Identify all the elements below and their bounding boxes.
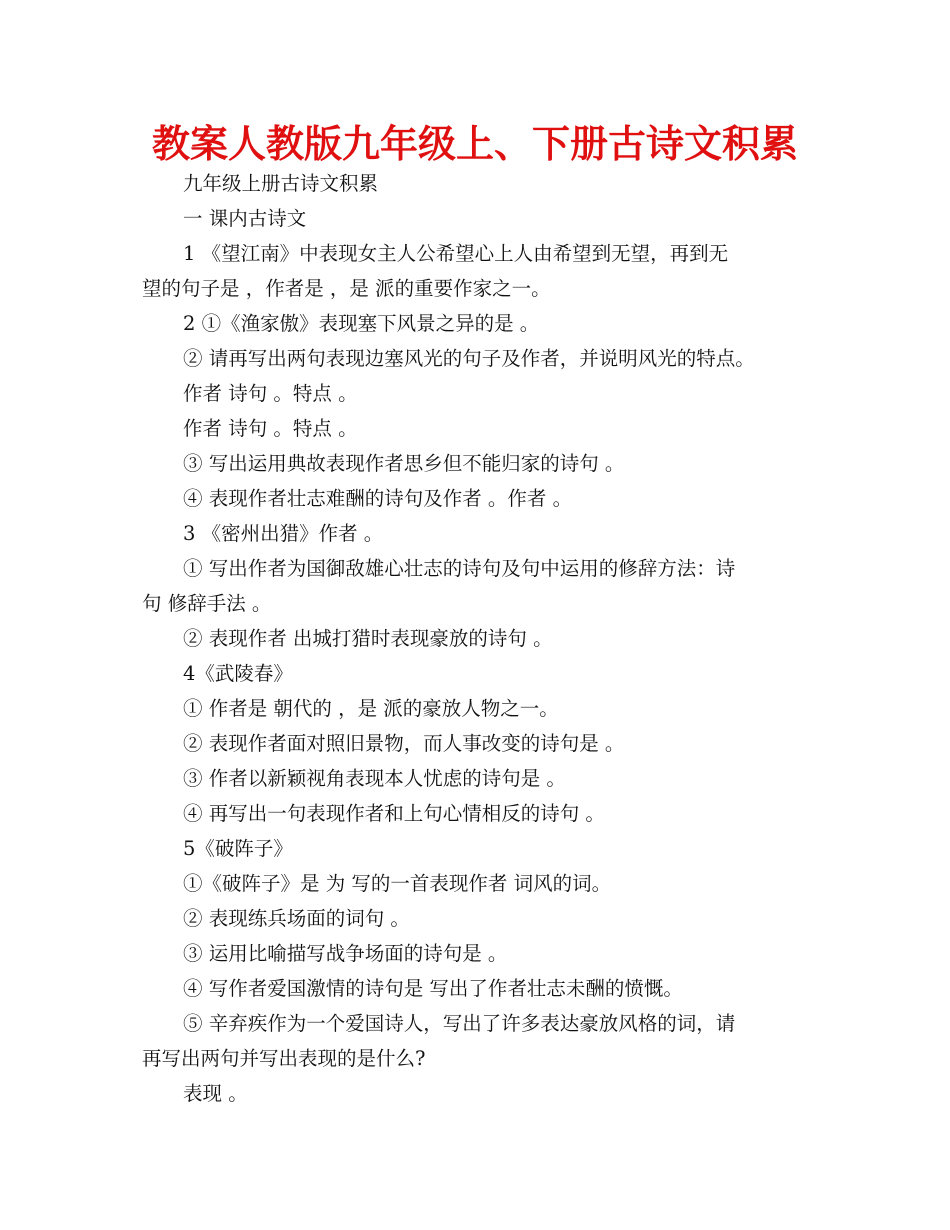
text-line: 表现 。 — [183, 1082, 248, 1105]
text-line: ② 表现作者面对照旧景物，而人事改变的诗句是 。 — [183, 732, 625, 755]
text-line: 5《破阵子》 — [183, 837, 293, 860]
text-line: 作者 诗句 。特点 。 — [183, 417, 358, 440]
text-line: ③ 运用比喻描写战争场面的诗句是 。 — [183, 942, 508, 965]
text-line: ①《破阵子》是 为 写的一首表现作者 词风的词。 — [183, 872, 612, 895]
text-line: 3 《密州出猎》作者 。 — [183, 522, 384, 545]
text-line: 一 课内古诗文 — [183, 207, 307, 230]
document-title: 教案人教版九年级上、下册古诗文积累 — [151, 122, 798, 166]
text-line: ③ 写出运用典故表现作者思乡但不能归家的诗句 。 — [183, 452, 625, 475]
text-line: ① 作者是 朝代的 ，是 派的豪放人物之一。 — [183, 697, 559, 720]
text-line: 九年级上册古诗文积累 — [183, 172, 379, 195]
text-line: ⑤ 辛弃疾作为一个爱国诗人，写出了许多表达豪放风格的词，请 — [183, 1012, 736, 1035]
text-line: 望的句子是 ，作者是 ，是 派的重要作家之一。 — [142, 277, 551, 300]
document-body — [142, 166, 814, 1111]
text-line: 4《武陵春》 — [183, 662, 293, 685]
text-line: 句 修辞手法 。 — [142, 592, 272, 615]
text-line: ④ 再写出一句表现作者和上句心情相反的诗句 。 — [183, 802, 605, 825]
text-line: ④ 表现作者壮志难酬的诗句及作者 。作者 。 — [183, 487, 573, 510]
text-line: 再写出两句并写出表现的是什么? — [142, 1047, 426, 1070]
text-line: 1 《望江南》中表现女主人公希望心上人由希望到无望，再到无 — [183, 242, 729, 265]
text-line: 2 ①《渔家傲》表现塞下风景之异的是 。 — [183, 312, 540, 335]
text-line: 作者 诗句 。特点 。 — [183, 382, 358, 405]
text-line: ④ 写作者爱国激情的诗句是 写出了作者壮志未酬的愤慨。 — [183, 977, 683, 1000]
text-line: ② 表现练兵场面的词句 。 — [183, 907, 410, 930]
text-line: ③ 作者以新颖视角表现本人忧虑的诗句是 。 — [183, 767, 566, 790]
text-line: ② 请再写出两句表现边塞风光的句子及作者，并说明风光的特点。 — [183, 347, 755, 370]
text-line: ① 写出作者为国御敌雄心壮志的诗句及句中运用的修辞方法：诗 — [183, 557, 736, 580]
text-line: ② 表现作者 出城打猎时表现豪放的诗句 。 — [183, 627, 553, 650]
